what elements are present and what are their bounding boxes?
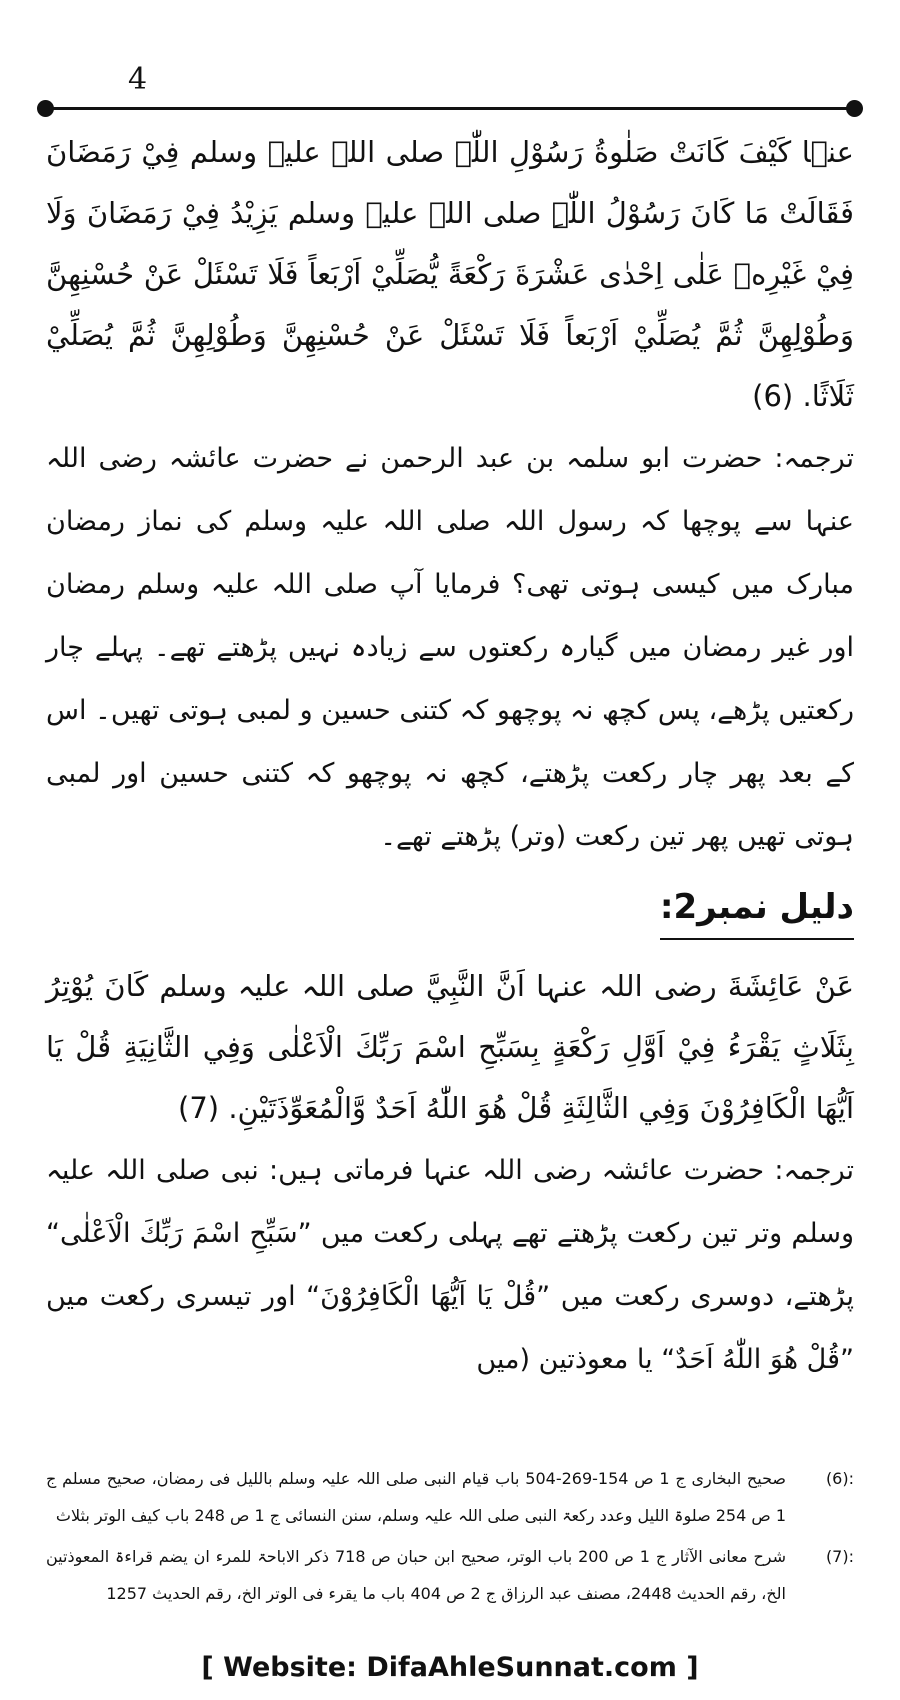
footnote-number: (7):	[825, 1547, 854, 1566]
hadith-2-arabic-text: عَنْ عَائِشَةَ رضی اللہ عنہا اَنَّ النَّبِيَّ صلی اللہ علیہ وسلم كَانَ يُوْتِرُ بِثَلَاثٍ يَقْرَءُ فِيْ اَوَّلِ رَكْعَةٍ بِسَبِّحِ اسْمَ رَبِّكَ الْاَعْلٰى وَفِي الثَّانِيَةِ قُلْ يَا اَيُّهَا الْكَافِرُوْنَ وَفِي الثَّالِثَةِ قُلْ هُوَ اللّٰهُ اَحَدٌ وَّالْمُعَوِّذَتَيْنِ.	[46, 969, 854, 1125]
rule-left-dot	[37, 100, 54, 117]
footnote-6	[46, 1460, 854, 1534]
hadith-1-arabic-text: عنہا كَيْفَ كَانَتْ صَلٰوةُ رَسُوْلِ اللّٰہ صلی اللہ علیہ وسلم فِيْ رَمَضَانَ فَقَالَتْ مَا كَانَ رَسُوْلُ اللّٰہِ صلی اللہ علیہ وسلم يَزِيْدُ فِيْ رَمَضَانَ وَلَا فِيْ غَيْرِهٖ عَلٰى اِحْدٰى عَشْرَةَ رَكْعَةً يُّصَلِّيْ اَرْبَعاً فَلَا تَسْئَلْ عَنْ حُسْنِهِنَّ وَطُوْلِهِنَّ ثُمَّ يُصَلِّيْ اَرْبَعاً فَلَا تَسْئَلْ عَنْ حُسْنِهِنَّ وَطُوْلِهِنَّ ثُمَّ يُصَلِّيْ ثَلَاثًا.	[46, 135, 854, 413]
header-rule	[46, 107, 854, 110]
hadith-2-arabic	[46, 956, 854, 1139]
page-number: 4	[128, 62, 148, 97]
hadith-1-arabic	[46, 122, 854, 427]
hadith-2-reference: (7)	[178, 1091, 220, 1125]
hadith-1-translation: ترجمہ: حضرت ابو سلمہ بن عبد الرحمن نے حضرت عائشہ رضی اللہ عنہا سے پوچھا کہ رسول اللہ صلی اللہ علیہ وسلم کی نماز رمضان مبارک میں کیسی ہوتی تھی؟ فرمایا آپ صلی اللہ علیہ وسلم رمضان اور غیر رمضان میں گیارہ رکعتوں سے زیادہ نہیں پڑھتے تھے۔ پہلے چار رکعتیں پڑھے، پس کچھ نہ پوچھو کہ کتنی حسین و لمبی ہوتی تھیں۔ اس کے بعد پھر چار رکعت پڑھتے، کچھ نہ پوچھو کہ کتنی حسین اور لمبی ہوتی تھیں پھر تین رکعت (وتر) پڑھتے تھے۔	[46, 443, 854, 852]
footnote-text: صحیح البخاری ج 1 ص 154-269-504 باب قیام النبی صلی اللہ علیہ وسلم باللیل فی رمضان، صحیح مسلم ج 1 ص 254 صلوۃ اللیل وعدد رکعۃ النبی صلی اللہ علیہ وسلم، سنن النسائی ج 1 ص 248 باب کیف الوتر بثلاث	[46, 1469, 787, 1525]
footnote-number: (6):	[825, 1469, 854, 1488]
hadith-2-translation: ترجمہ: حضرت عائشہ رضی اللہ عنہا فرماتی ہیں: نبی صلی اللہ علیہ وسلم وتر تین رکعت پڑھتے تھے پہلی رکعت میں ”سَبِّحِ اسْمَ رَبِّكَ الْاَعْلٰى“ پڑھتے، دوسری رکعت میں ”قُلْ يَا اَيُّهَا الْكَافِرُوْنَ“ اور تیسری رکعت میں ”قُلْ هُوَ اللّٰهُ اَحَدٌ“ یا معوذتین (میں	[46, 1155, 854, 1375]
footnotes	[46, 1460, 854, 1616]
evidence-heading-block	[46, 878, 854, 940]
footnote-text: شرح معانی الآثار ج 1 ص 200 باب الوتر، صحیح ابن حبان ص 718 ذکر الاباحۃ للمرء ان یضم قراءۃ المعوذتین الخ، رقم الحدیث 2448، مصنف عبد الرزاق ج 2 ص 404 باب ما یقرء فی الوتر الخ، رقم الحدیث 1257	[46, 1547, 787, 1603]
hadith-1-reference: (6)	[752, 379, 794, 413]
main-content	[46, 122, 854, 1391]
footnote-7	[46, 1538, 854, 1612]
website-footer: [ Website: DifaAhleSunnat.com ]	[201, 1652, 699, 1683]
evidence-heading: دلیل نمبر2:	[660, 878, 854, 940]
rule-right-dot	[846, 100, 863, 117]
